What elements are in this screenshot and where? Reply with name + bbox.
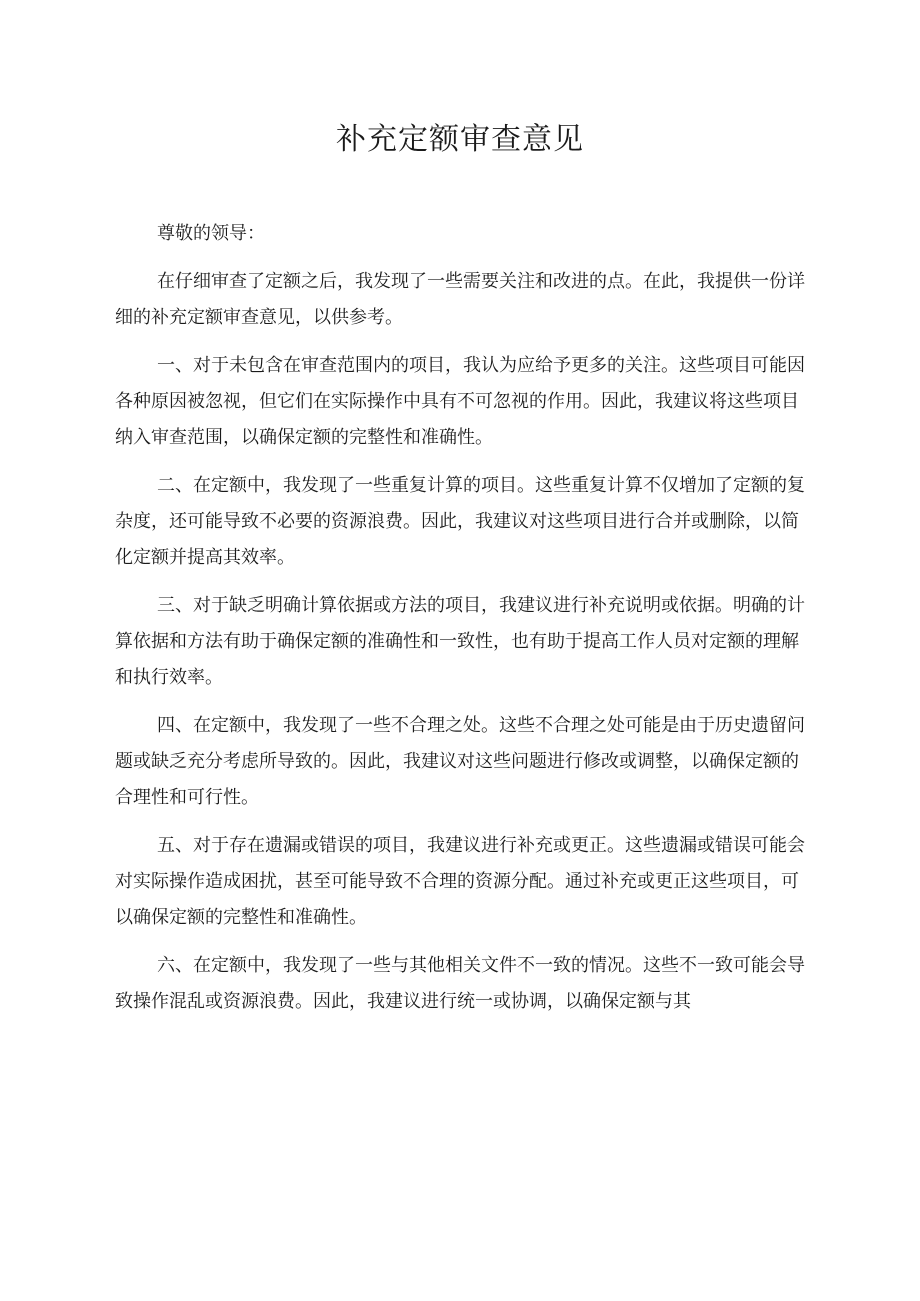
paragraph-item-2: 二、在定额中，我发现了一些重复计算的项目。这些重复计算不仅增加了定额的复杂度，还可能导致不必要的资源浪费。因此，我建议对这些项目进行合并或删除，以简化定额并提高其效率。 [115,475,805,568]
paragraph-item-5: 五、对于存在遗漏或错误的项目，我建议进行补充或更正。这些遗漏或错误可能会对实际操作造成困扰，甚至可能导致不合理的资源分配。通过补充或更正这些项目，可以确保定额的完整性和准确性。 [115,835,805,928]
page-title: 补充定额审查意见 [336,122,584,157]
paragraph-intro: 在仔细审查了定额之后，我发现了一些需要关注和改进的点。在此，我提供一份详细的补充定额审查意见，以供参考。 [115,271,805,328]
paragraph-item-6: 六、在定额中，我发现了一些与其他相关文件不一致的情况。这些不一致可能会导致操作混乱或资源浪费。因此，我建议进行统一或协调，以确保定额与其 [115,955,805,1012]
greeting: 尊敬的领导： [157,223,265,244]
document-body [115,216,810,1020]
paragraph-item-4: 四、在定额中，我发现了一些不合理之处。这些不合理之处可能是由于历史遗留问题或缺乏充分考虑所导致的。因此，我建议对这些问题进行修改或调整，以确保定额的合理性和可行性。 [115,715,805,808]
paragraph-item-1: 一、对于未包含在审查范围内的项目，我认为应给予更多的关注。这些项目可能因各种原因被忽视，但它们在实际操作中具有不可忽视的作用。因此，我建议将这些项目纳入审查范围，以确保定额的完整性和准确性。 [115,355,805,448]
paragraph-item-3: 三、对于缺乏明确计算依据或方法的项目，我建议进行补充说明或依据。明确的计算依据和方法有助于确保定额的准确性和一致性，也有助于提高工作人员对定额的理解和执行效率。 [115,595,805,688]
